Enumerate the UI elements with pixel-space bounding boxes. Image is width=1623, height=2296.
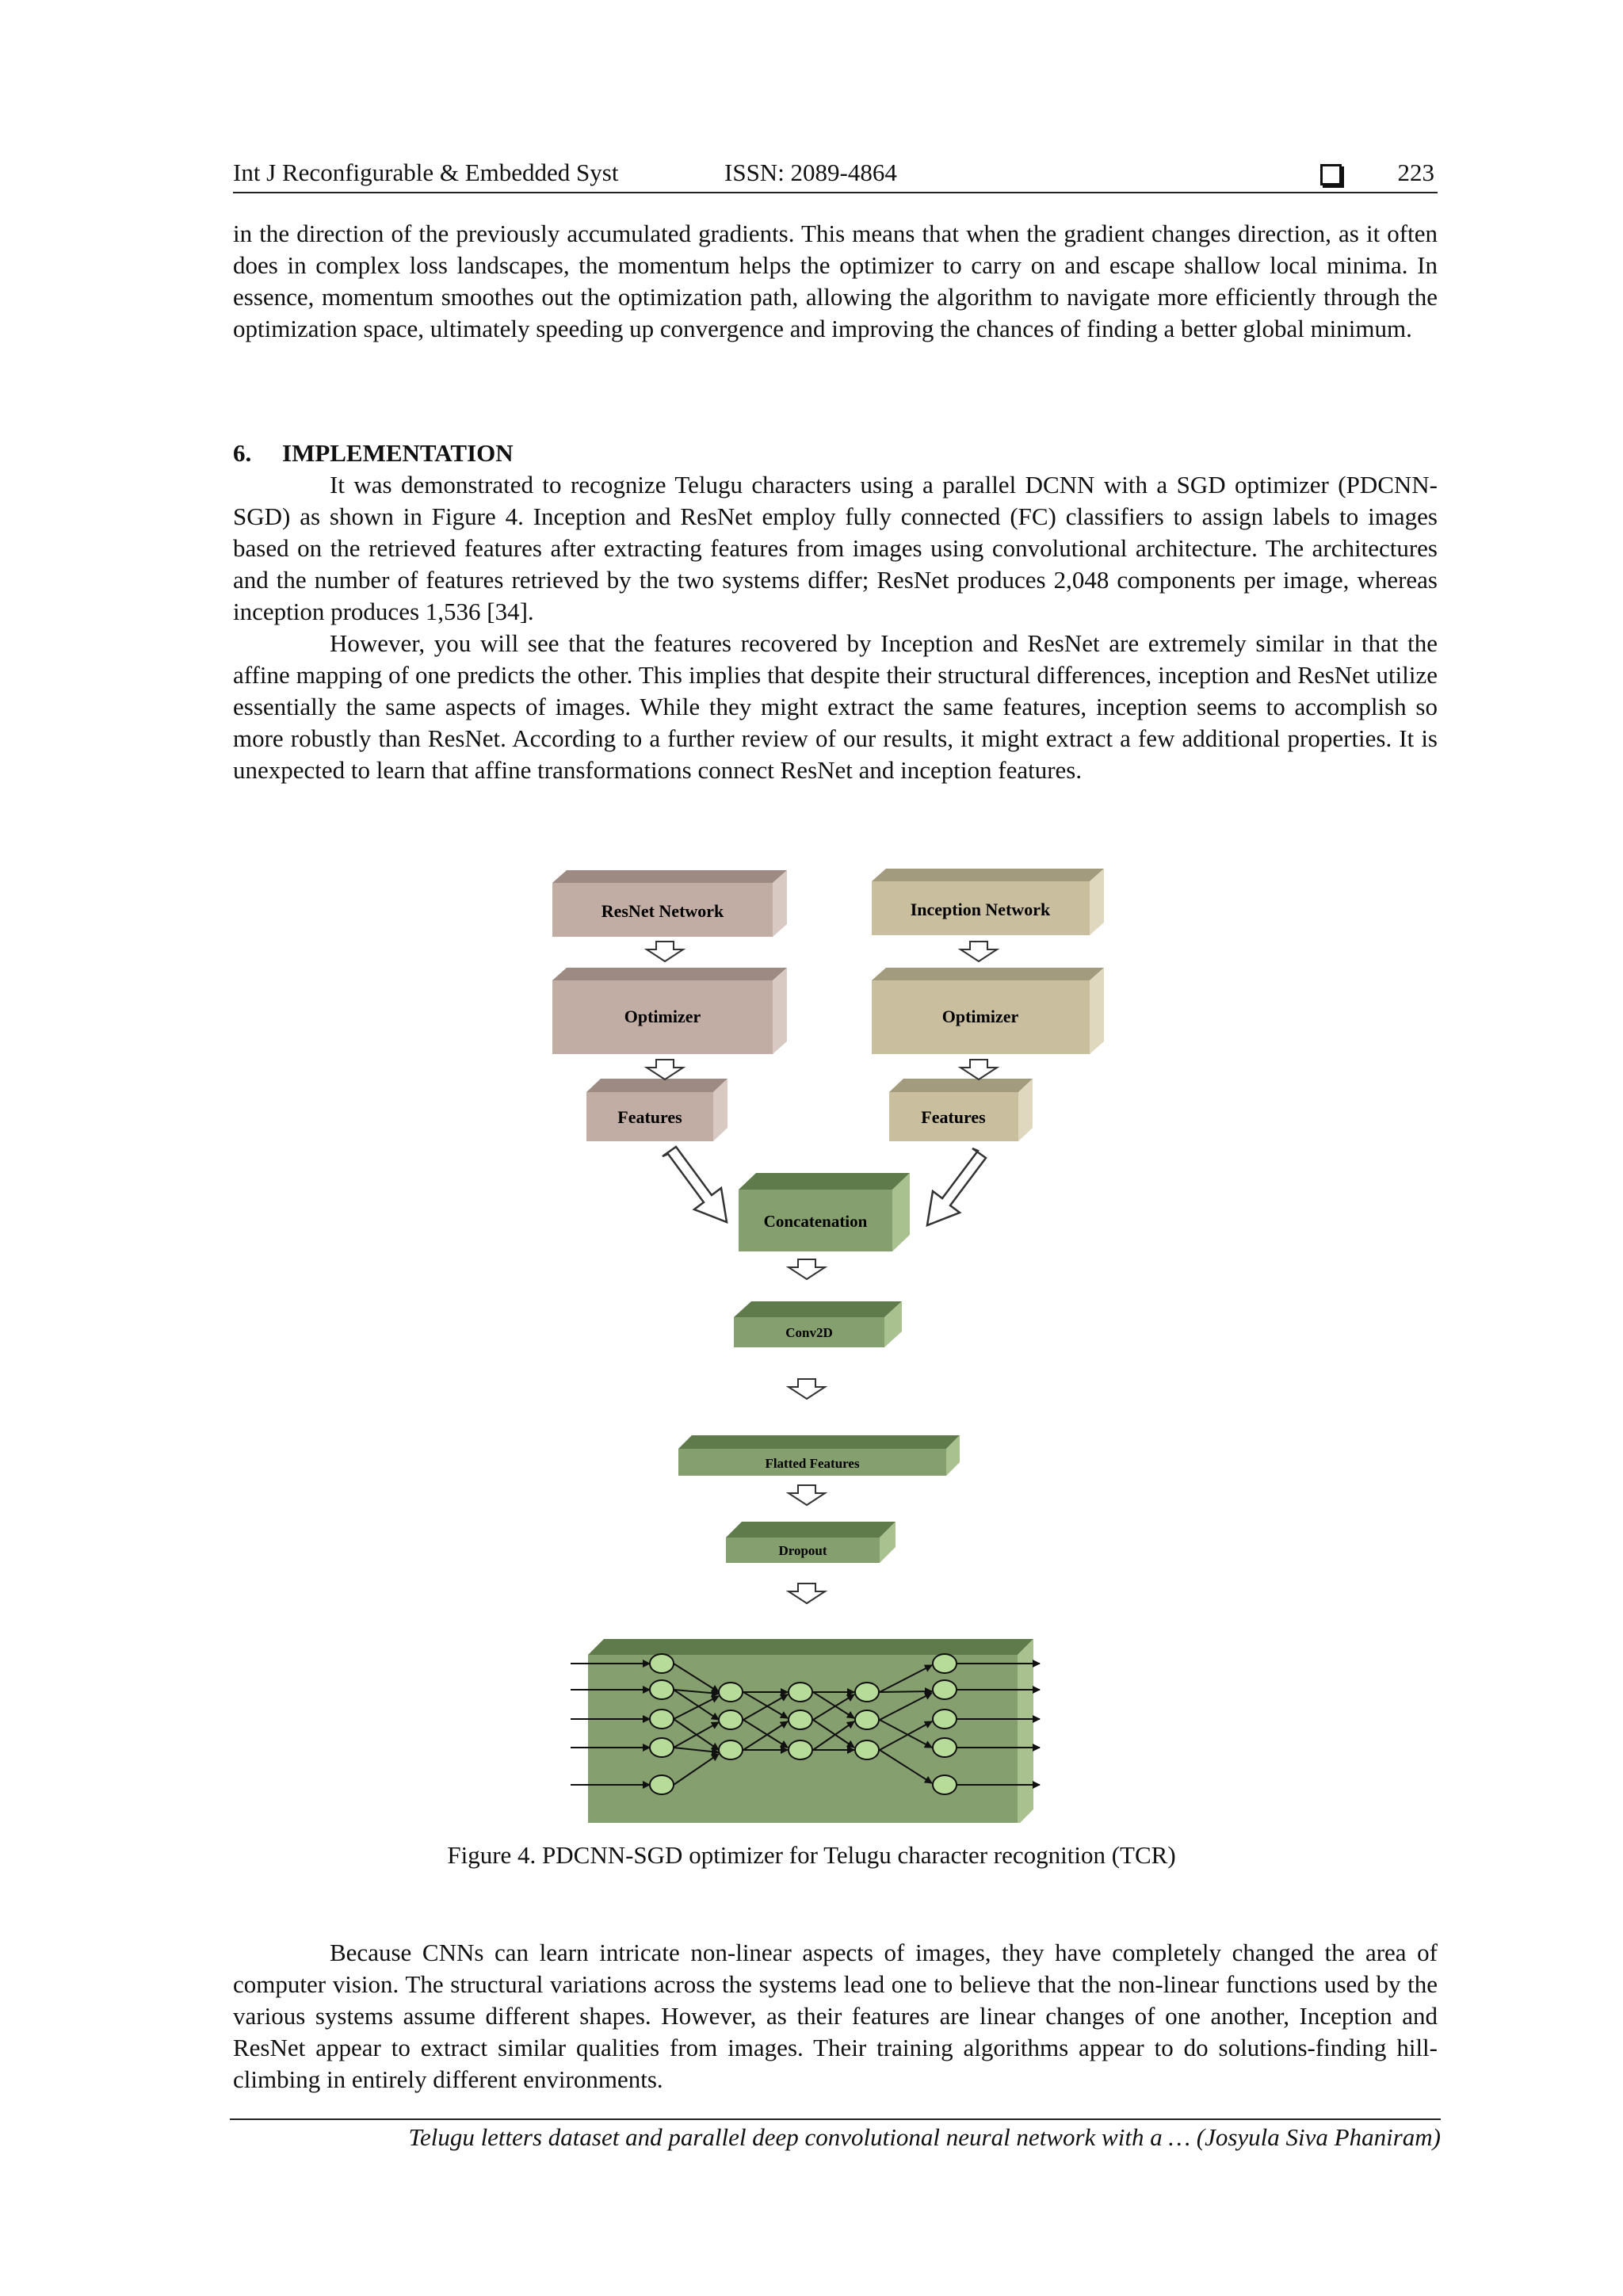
page-number: 223: [1397, 159, 1434, 186]
section-title: IMPLEMENTATION: [282, 439, 514, 467]
journal-name: Int J Reconfigurable & Embedded Syst: [233, 159, 619, 186]
resnet-network-label: ResNet Network: [601, 901, 724, 921]
conv2d-block: [734, 1301, 902, 1347]
square-bullet-icon: [1320, 164, 1342, 185]
inception-network-block: [872, 869, 1104, 935]
page-footer: Telugu letters dataset and parallel deep convolutional neural network with a … (Josyula Siva Phaniram): [230, 2118, 1441, 2153]
resnet-optimizer-block: [552, 968, 787, 1054]
resnet-network-block: [552, 870, 787, 937]
paragraph-implementation: It was demonstrated to recognize Telugu characters using a parallel DCNN with a SGD optimizer (PDCNN-SGD) as shown in Figure 4. Inception and ResNet employ fully connected (FC) classifiers to assign labels to images based on the retrieved features after extracting features from images using convolutional architecture. The architectures and the number of features retrieved by the two systems differ; ResNet produces 2,048 components per image, whereas inception produces 1,536 [34].: [233, 471, 1438, 625]
resnet-optimizer-label: Optimizer: [624, 1007, 701, 1026]
flatted-features-block: [678, 1435, 960, 1476]
architecture-diagram: [0, 856, 1623, 1823]
resnet-features-block: [586, 1079, 727, 1141]
inception-network-label: Inception Network: [910, 900, 1051, 919]
conv2d-label: Conv2D: [785, 1325, 833, 1340]
flatted-features-label: Flatted Features: [765, 1456, 860, 1471]
figure-caption: Figure 4. PDCNN-SGD optimizer for Telugu character recognition (TCR): [447, 1841, 1176, 1869]
inception-features-label: Features: [921, 1107, 986, 1127]
page-header: [233, 155, 1438, 193]
dropout-label: Dropout: [778, 1543, 827, 1558]
paragraph-momentum: in the direction of the previously accumulated gradients. This means that when the gradient changes direction, as it often does in complex loss landscapes, the momentum helps the optimizer to carry on and escape shallow local minima. In essence, momentum smoothes out the optimization path, allowing the algorithm to navigate more efficiently through the optimization space, ultimately speeding up convergence and improving the chances of finding a better global minimum.: [233, 220, 1438, 342]
figure-pdcnn-architecture: [0, 856, 1623, 1823]
inception-optimizer-block: [872, 968, 1104, 1054]
section-number: 6.: [233, 439, 252, 467]
section-heading: [233, 437, 514, 469]
journal-issn: ISSN: 2089-4864: [724, 159, 897, 186]
resnet-features-label: Features: [617, 1107, 682, 1127]
dropout-block: [726, 1522, 896, 1563]
fully-connected-network-block: [571, 1639, 1040, 1823]
paragraph-cnn-discussion: Because CNNs can learn intricate non-linear aspects of images, they have completely changed the area of computer vision. The structural variations across the systems lead one to believe that the non-linear functions used by the various systems assume different shapes. However, as their features are linear changes of one another, Inception and ResNet appear to extract similar qualities from images. Their training algorithms appear to do solutions-finding hill-climbing in entirely different environments.: [233, 1939, 1438, 2093]
inception-optimizer-label: Optimizer: [941, 1007, 1019, 1026]
inception-features-block: [889, 1079, 1033, 1141]
concatenation-label: Concatenation: [763, 1212, 868, 1231]
paragraph-feature-similarity: However, you will see that the features recovered by Inception and ResNet are extremely similar in that the affine mapping of one predicts the other. This implies that despite their structural differences, inception and ResNet utilize essentially the same aspects of images. While they might extract the same features, inception seems to accomplish so more robustly than ResNet. According to a further review of our results, it might extract a few additional properties. It is unexpected to learn that affine transformations connect ResNet and inception features.: [233, 629, 1438, 784]
concatenation-block: [739, 1173, 910, 1251]
